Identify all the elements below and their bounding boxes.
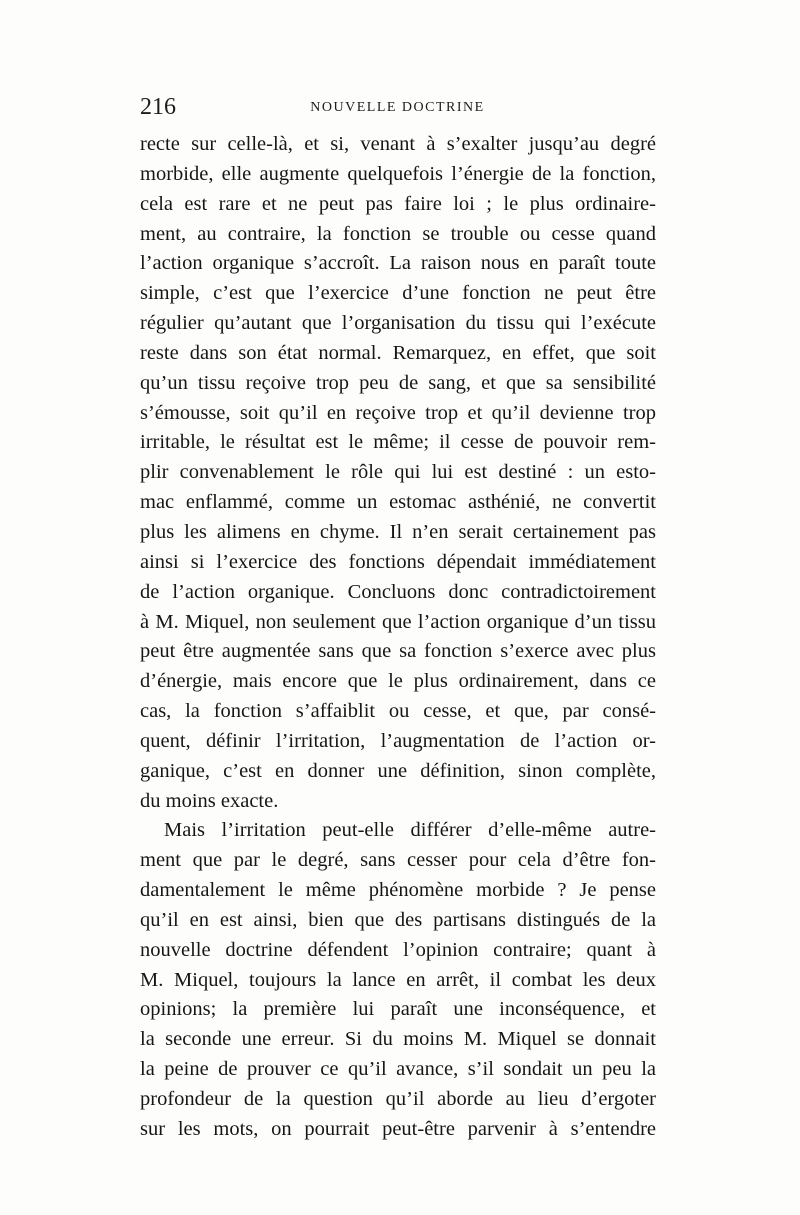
- text-line: irritable, le résultat est le même; il cesse de pouvoir rem-: [140, 431, 656, 454]
- text-line: mac enflammé, comme un estomac asthénié, ne convertit: [140, 491, 656, 514]
- text-line: recte sur celle-là, et si, venant à s’exalter jusqu’au degré: [140, 133, 656, 155]
- paragraph-end-line: du moins exacte.: [140, 789, 279, 812]
- text-line: cas, la fonction s’affaiblit ou cesse, et que, par consé-: [140, 700, 656, 723]
- text-line: profondeur de la question qu’il aborde au lieu d’ergoter: [140, 1088, 656, 1110]
- running-title: NOUVELLE DOCTRINE: [310, 100, 485, 115]
- text-line: plus les alimens en chyme. Il n’en serait certainement pas: [140, 520, 656, 543]
- text-line: simple, c’est que l’exercice d’une fonction ne peut être: [140, 282, 656, 305]
- text-line: de l’action organique. Concluons donc contradictoirement: [140, 580, 656, 603]
- text-line: régulier qu’autant que l’organisation du tissu qui l’exécute: [140, 312, 656, 335]
- text-line: qu’un tissu reçoive trop peu de sang, et que sa sensibilité: [140, 371, 656, 394]
- text-line: sur les mots, on pourrait peut-être parvenir à s’entendre: [140, 1117, 656, 1140]
- text-line: nouvelle doctrine défendent l’opinion contraire; quant à: [140, 938, 656, 961]
- text-line: qu’il en est ainsi, bien que des partisans distingués de la: [140, 908, 656, 931]
- text-line: damentalement le même phénomène morbide ? Je pense: [140, 879, 656, 902]
- text-line: ganique, c’est en donner une définition, sinon complète,: [140, 759, 656, 782]
- text-line: quent, définir l’irritation, l’augmentation de l’action or-: [140, 729, 656, 752]
- text-line: ment, au contraire, la fonction se trouble ou cesse quand: [140, 222, 656, 245]
- text-line: cela est rare et ne peut pas faire loi ; le plus ordinaire-: [140, 192, 656, 215]
- text-line: M. Miquel, toujours la lance en arrêt, il combat les deux: [140, 968, 656, 991]
- body-text: [140, 130, 656, 1145]
- text-line: la seconde une erreur. Si du moins M. Miquel se donnait: [140, 1028, 656, 1051]
- text-line: reste dans son état normal. Remarquez, en effet, que soit: [140, 341, 656, 364]
- text-line: peut être augmentée sans que sa fonction s’exerce avec plus: [140, 640, 656, 663]
- text-line: l’action organique s’accroît. La raison nous en paraît toute: [140, 252, 656, 275]
- text-line: opinions; la première lui paraît une inconséquence, et: [140, 998, 656, 1021]
- text-line: à M. Miquel, non seulement que l’action organique d’un tissu: [140, 610, 656, 633]
- text-line: d’énergie, mais encore que le plus ordinairement, dans ce: [140, 670, 656, 693]
- paragraph-start-line: Mais l’irritation peut-elle différer d’elle-même autre-: [164, 819, 656, 842]
- page-number: 216: [140, 94, 176, 120]
- text-line: ainsi si l’exercice des fonctions dépendait immédiatement: [140, 550, 656, 573]
- text-line: ment que par le degré, sans cesser pour cela d’être fon-: [140, 849, 656, 872]
- page-header: [140, 92, 655, 126]
- text-line: plir convenablement le rôle qui lui est destiné : un esto-: [140, 461, 656, 484]
- text-line: la peine de prouver ce qu’il avance, s’il sondait un peu la: [140, 1058, 656, 1081]
- text-line: s’émousse, soit qu’il en reçoive trop et qu’il devienne trop: [140, 401, 656, 424]
- text-line: morbide, elle augmente quelquefois l’énergie de la fonction,: [140, 162, 656, 185]
